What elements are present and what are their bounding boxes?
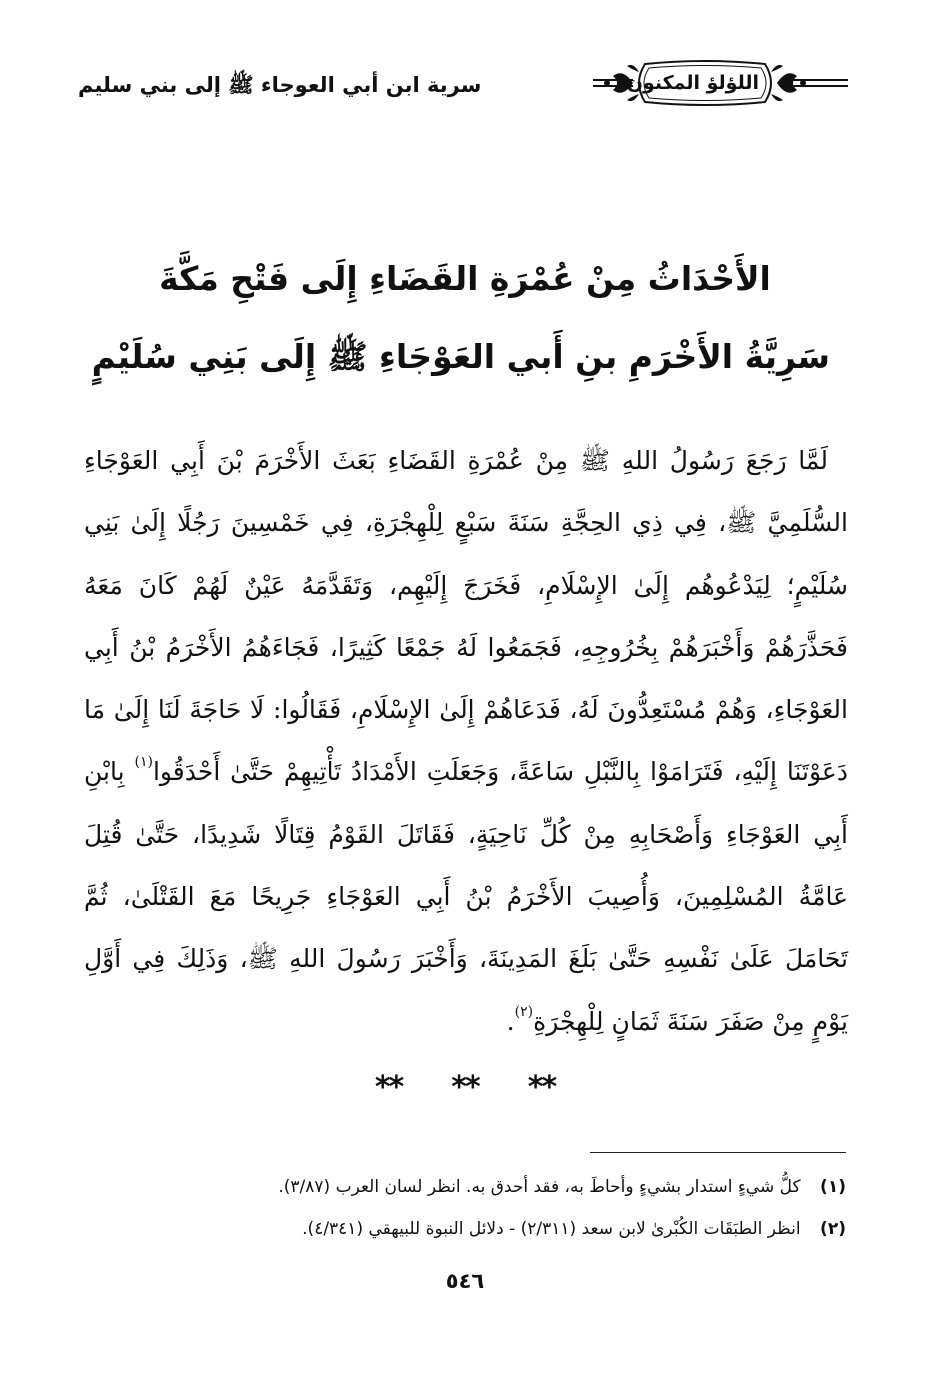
chapter-title: سرية ابن أبي العوجاء ﷺ إلى بني سليم [78,73,482,97]
footnote-number: (٢) [820,1219,846,1239]
footnote-text: كلُّ شيءٍ استدار بشيءٍ وأحاطَ به، فقد أحدق به. انظر لسان العرب (٣/٨٧). [278,1177,801,1197]
footnote-divider [590,1152,846,1153]
footnote-2 [100,1208,846,1250]
main-heading: الأَحْدَاثُ مِنْ عُمْرَةِ القَضَاءِ إِلَى فَتْحِ مَكَّةَ [159,259,771,298]
main-paragraph [84,430,848,1053]
paragraph-text-part2: بِابْنِ أَبِي العَوْجَاءِ وَأَصْحَابِهِ مِنْ كُلِّ نَاحِيَةٍ، فَقَاتَلَ القَوْمُ قِتَالًا شَدِيدًا، حَتَّىٰ قُتِلَ عَامَّةُ المُسْلِمِينَ، وَأُصِيبَ الأَخْرَمُ بْنُ أَبِي العَوْجَاءِ جَرِيحًا مَعَ القَتْلَىٰ، ثُمَّ تَحَامَلَ عَلَىٰ نَفْسِهِ حَتَّىٰ بَلَغَ المَدِينَةَ، وَأَخْبَرَ رَسُولَ اللهِ ﷺ، وَذَلِكَ فِي أَوَّلِ يَوْمٍ مِنْ صَفَرَ سَنَةَ ثَمَانٍ لِلْهِجْرَةِ [84,757,848,1036]
footnote-marker-1[interactable]: (١) [134,754,153,771]
footnotes [100,1166,846,1250]
footnote-marker-2[interactable]: (٢) [514,1003,534,1020]
footnote-text: انظر الطبَقَات الكُبْرىٰ لابن سعد (٢/٣١١) - دلائل النبوة للبيهقي (٤/٣٤١). [302,1219,801,1239]
book-title: اللؤلؤ المكنون [626,72,759,94]
paragraph-text-part1: لَمَّا رَجَعَ رَسُولُ اللهِ ﷺ مِنْ عُمْرَةِ القَضَاءِ بَعَثَ الأَخْرَمَ بْنَ أَبِي العَوْجَاءِ السُّلَمِيَّ ﷺ، فِي ذِي الحِجَّةِ سَنَةَ سَبْعٍ لِلْهِجْرَةِ، فِي خَمْسِينَ رَجُلًا إِلَىٰ بَنِي سُلَيْمٍ؛ لِيَدْعُوهُم إِلَىٰ الإِسْلَامِ، فَخَرَجَ إِلَيْهِم، وَتَقَدَّمَهُ عَيْنٌ لَهُمْ كَانَ مَعَهُ فَحَذَّرَهُمْ وَأَخْبَرَهُمْ بِخُرُوجِهِ، فَجَمَعُوا لَهُ جَمْعًا كَثِيرًا، فَجَاءَهُمُ الأَخْرَمُ بْنُ أَبِي العَوْجَاءِ، وَهُمْ مُسْتَعِدُّونَ لَهُ، فَدَعَاهُمْ إِلَىٰ الإِسْلَامِ، فَقَالُوا: لَا حَاجَةَ لَنَا إِلَىٰ مَا دَعَوْتَنَا إِلَيْهِ، فَتَرَامَوْا بِالنَّبْلِ سَاعَةً، وَجَعَلَتِ الأَمْدَادُ تَأْتِيهِمْ حَتَّىٰ أَحْدَقُوا [84,446,848,787]
separator-stars: ** [527,1070,556,1105]
page-number: ٥٤٦ [445,1269,485,1293]
footnote-number: (١) [820,1177,846,1197]
separator-stars: ** [451,1070,479,1105]
sub-heading: سَرِيَّةُ الأَخْرَمِ بنِ أَبي العَوْجَاءِ ﷺ إِلَى بَنِي سُلَيْمٍ [91,337,830,376]
separator-stars: ** [374,1070,403,1105]
running-header [78,50,848,120]
paragraph-end: . [506,1006,515,1036]
paragraph [84,430,848,1053]
section-separator [0,1070,930,1105]
section-titles [91,240,830,396]
footnote-1 [100,1166,846,1208]
book-title-cartouche [593,56,848,112]
